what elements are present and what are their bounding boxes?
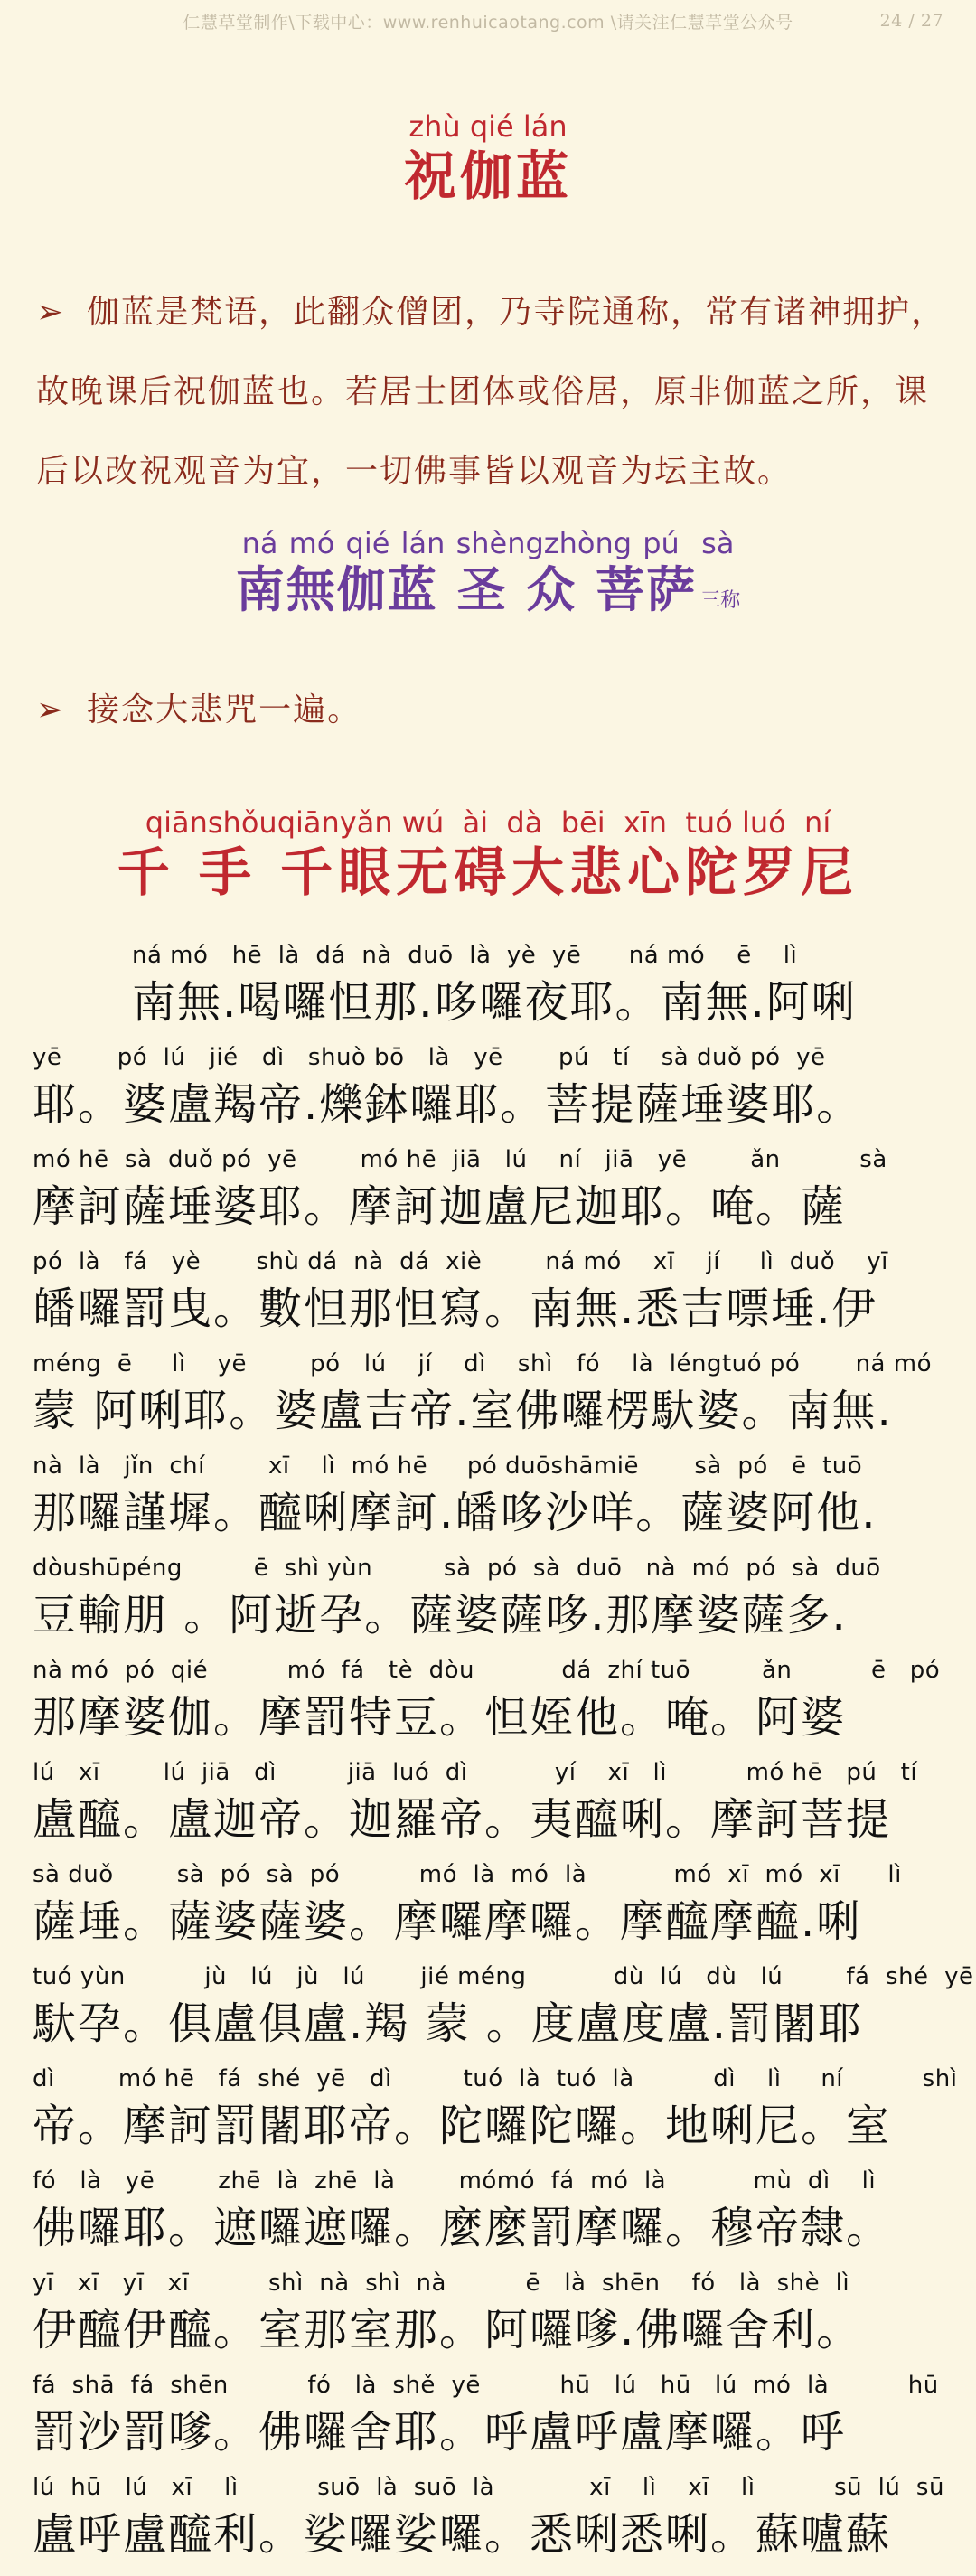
arrow-icon: ➢: [36, 691, 66, 729]
note-text-2: 接念大悲咒一遍。: [87, 691, 362, 729]
invocation-text: [0, 560, 976, 630]
dharani-line-pinyin: dì mó hē fá shé yē dì tuó là tuó là dì lì ní shì: [33, 2065, 958, 2092]
dharani-title: 千 手 千眼无碍大悲心陀罗尼: [117, 841, 859, 903]
dharani-line: [33, 1246, 954, 1349]
dharani-line: [33, 1553, 954, 1655]
dharani-line: [33, 2166, 954, 2268]
dharani-line-text: 盧呼盧醯利。娑囉娑囉。悉唎悉唎。蘇嚧蘇: [33, 2509, 892, 2560]
dharani-line-text: 那摩婆伽。摩罰特豆。怛姪他。唵。阿婆: [33, 1692, 847, 1743]
dharani-line: [33, 1757, 954, 1859]
dharani-line-pinyin: fá shā fá shēn fó là shě yē hū lú hū lú mó là hū: [33, 2372, 939, 2399]
dharani-line-text: 那囉謹墀。醯唎摩訶.皤哆沙咩。薩婆阿他.: [33, 1488, 877, 1538]
dharani-line-pinyin: lú xī lú jiā dì jiā luó dì yí xī lì mó hē pú tí: [33, 1759, 918, 1786]
dharani-title-pinyin: qiānshǒuqiānyǎn wú ài dà bēi xīn tuó luó ní: [145, 805, 831, 840]
section-title-block: [0, 108, 976, 208]
dharani-line-text: 蒙 阿唎耶。婆盧吉帝.室佛囉楞馱婆。南無.: [33, 1386, 893, 1436]
dharani-line-pinyin: yī xī yī xī shì nà shì nà ē là shēn fó là shè lì: [33, 2270, 850, 2297]
dharani-line-pinyin: sà duǒ sà pó sà pó mó là mó là mó xī mó xī lì: [33, 1861, 902, 1888]
dharani-line: [33, 1961, 974, 2064]
dharani-line: [33, 1042, 954, 1144]
dharani-line-text: 耶。婆盧羯帝.爍鉢囉耶。菩提薩埵婆耶。: [33, 1079, 862, 1130]
dharani-line-text: 豆輸朋 。阿逝孕。薩婆薩哆.那摩婆薩多.: [33, 1590, 848, 1641]
dharani-line: [33, 1349, 954, 1451]
dharani-line-pinyin: méng ē lì yē pó lú jí dì shì fó là léngtuó pó ná mó: [33, 1350, 932, 1377]
dharani-title-block: [0, 804, 976, 904]
dharani-line-text: 罰沙罰嗲。佛囉舍耶。呼盧呼盧摩囉。呼: [33, 2407, 847, 2458]
dharani-line-text: 馱孕。俱盧俱盧.羯 蒙 。度盧度盧.罰闍耶: [33, 1998, 864, 2049]
dharani-line-pinyin: yē pó lú jié dì shuò bō là yē pú tí sà duǒ pó yē: [33, 1044, 826, 1071]
dharani-line: [33, 1859, 954, 1961]
dharani-line-pinyin: ná mó hē là dá nà duō là yè yē ná mó ē lì: [132, 942, 798, 969]
section-title-pinyin: zhù qié lán: [408, 109, 568, 144]
dharani-line-pinyin: tuó yùn jù lú jù lú jié méng dù lú dù lú fá shé yē: [33, 1963, 974, 1990]
invocation-block: [0, 526, 976, 630]
dharani-line: [33, 1451, 954, 1553]
dharani-line-pinyin: nà mó pó qié mó fá tè dòu dá zhí tuō ǎn ē pó: [33, 1657, 941, 1684]
dharani-line-pinyin: pó là fá yè shù dá nà dá xiè ná mó xī jí lì duǒ yī: [33, 1248, 888, 1275]
dharani-line: [33, 1144, 954, 1246]
dharani-line-pinyin: fó là yē zhē là zhē là mómó fá mó là mù dì lì: [33, 2167, 877, 2195]
dharani-line-text: 伊醯伊醯。室那室那。阿囉嗲.佛囉舍利。: [33, 2305, 862, 2355]
dharani-line-text: 摩訶薩埵婆耶。摩訶迦盧尼迦耶。唵。薩: [33, 1181, 847, 1232]
dharani-line: [33, 2268, 954, 2370]
dharani-line-pinyin: nà là jǐn chí xī lì mó hē pó duōshāmiē sà pó ē tuō: [33, 1453, 863, 1480]
dharani-line-pinyin: lú hū lú xī lì suō là suō là xī lì xī lì sū lú sū: [33, 2474, 944, 2501]
dharani-body: [33, 940, 974, 2574]
dharani-line-text: 盧醯。盧迦帝。迦羅帝。夷醯唎。摩訶菩提: [33, 1794, 892, 1845]
dharani-line: [33, 2472, 954, 2574]
page-number: 24 / 27: [879, 11, 943, 31]
dharani-line-pinyin: dòushūpéng ē shì yùn sà pó sà duō nà mó pó sà duō: [33, 1555, 881, 1582]
dharani-line-pinyin: mó hē sà duǒ pó yē mó hē jiā lú ní jiā yē ǎn sà: [33, 1146, 887, 1173]
note-paragraph-2: [36, 671, 949, 750]
dharani-line: [33, 2064, 958, 2166]
invocation-suffix: 三称: [700, 589, 741, 612]
dharani-line-text: 帝。摩訶罰闍耶帝。陀囉陀囉。地唎尼。室: [33, 2101, 892, 2151]
dharani-line-text: 皤囉罰曳。數怛那怛寫。南無.悉吉嘌埵.伊: [33, 1283, 877, 1334]
dharani-line-text: 佛囉耶。遮囉遮囉。麼麼罰摩囉。穆帝隸。: [33, 2203, 892, 2253]
dharani-line: [33, 940, 954, 1042]
page-header: [0, 0, 976, 42]
dharani-line: [33, 2370, 954, 2472]
invocation-pinyin: ná mó qié lán shèngzhòng pú sà: [241, 526, 735, 560]
header-text: 仁慧草堂制作\下载中心：www.renhuicaotang.com \请关注仁慧草堂公众号: [183, 12, 793, 33]
dharani-line-text: 薩埵。薩婆薩婆。摩囉摩囉。摩醯摩醯.唎: [33, 1896, 862, 1947]
dharani-line-text: 南無.喝囉怛那.哆囉夜耶。南無.阿唎: [132, 977, 857, 1028]
section-title: 祝伽蓝: [403, 146, 572, 207]
note-text-1: 伽蓝是梵语，此翻众僧团，乃寺院通称，常有诸神拥护，故晚课后祝伽蓝也。若居士团体或俗居，原非伽蓝之所，课后以改祝观音为宜，一切佛事皆以观音为坛主故。: [36, 294, 946, 490]
arrow-icon: ➢: [36, 294, 66, 331]
invocation-han: 南無伽蓝 圣 众 菩萨: [235, 560, 698, 618]
note-paragraph-1: [36, 273, 949, 512]
dharani-line: [33, 1655, 954, 1757]
